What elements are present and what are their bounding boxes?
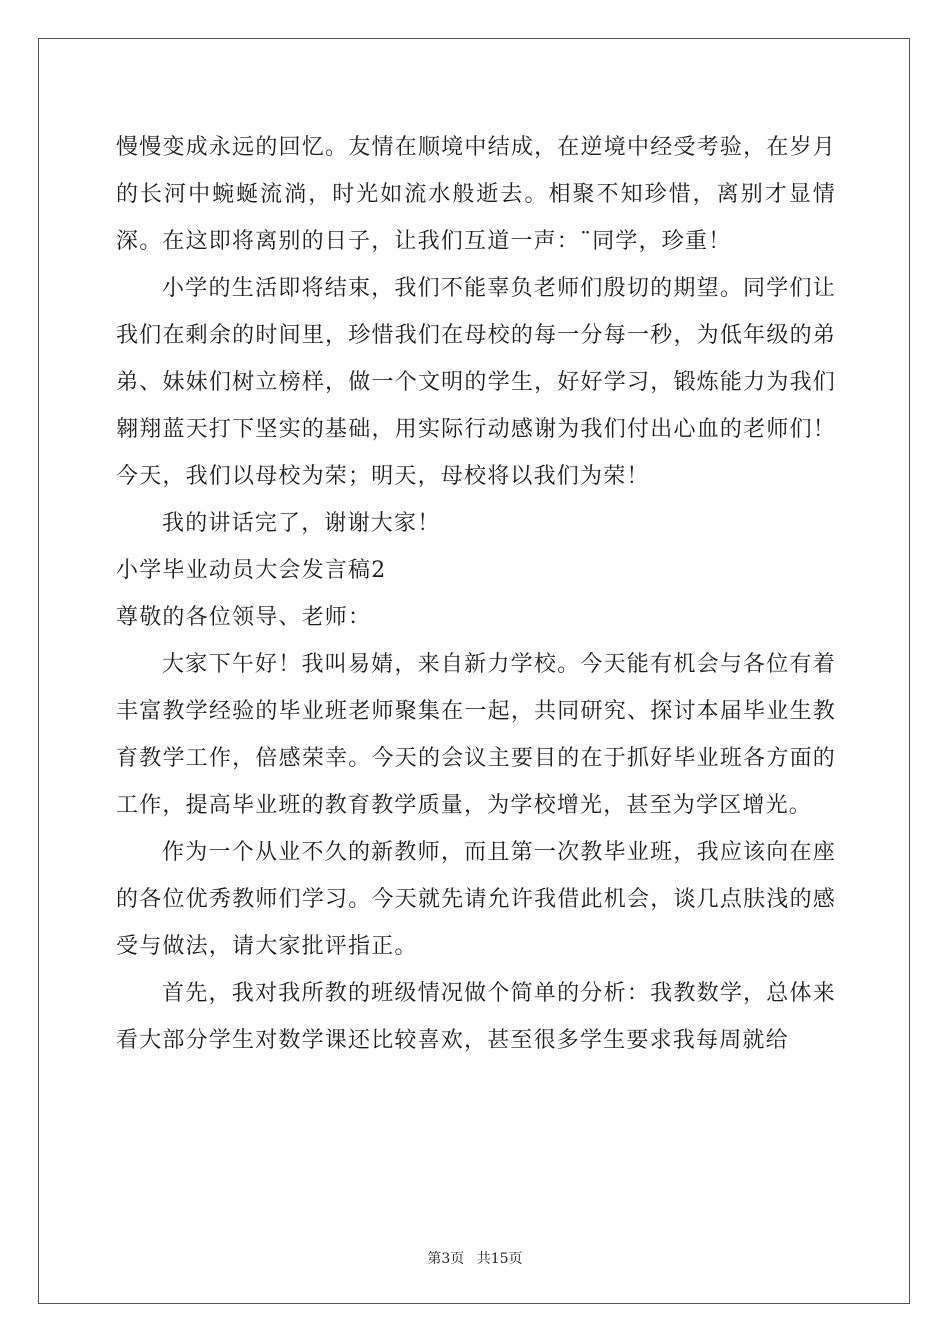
- salutation: 尊敬的各位领导、老师：: [116, 605, 372, 630]
- paragraph-7: 作为一个从业不久的新教师，而且第一次教毕业班，我应该向在座的各位优秀教师们学习。今天就先请允许我借此机会，谈几点肤浅的感受与做法，请大家批评指正。: [116, 840, 836, 959]
- paragraph-6: 大家下午好！我叫易婧，来自新力学校。今天能有机会与各位有着丰富教学经验的毕业班老师聚集在一起，共同研究、探讨本届毕业生教育教学工作，倍感荣幸。今天的会议主要目的在于抓好毕业班各方面的工作，提高毕业班的教育教学质量，为学校增光，甚至为学区增光。: [116, 652, 836, 818]
- paragraph-8: 首先，我对我所教的班级情况做个简单的分析：我教数学，总体来看大部分学生对数学课还比较喜欢，甚至很多学生要求我每周就给: [116, 981, 836, 1053]
- document-body: [116, 124, 836, 1064]
- section-title: 小学毕业动员大会发言稿2: [116, 558, 387, 583]
- paragraph-2: 小学的生活即将结束，我们不能辜负老师们殷切的期望。同学们让我们在剩余的时间里，珍惜我们在母校的每一分每一秒，为低年级的弟弟、妹妹们树立榜样，做一个文明的学生，好好学习，锻炼能力为我们翱翔蓝天打下坚实的基础，用实际行动感谢为我们付出心血的老师们！今天，我们以母校为荣；明天，母校将以我们为荣！: [116, 276, 836, 489]
- page-total: 共15页: [476, 1251, 523, 1267]
- paragraph-3: 我的讲话完了，谢谢大家！: [162, 511, 441, 536]
- page-number: 第3页: [427, 1251, 465, 1267]
- paragraph-1: 慢慢变成永远的回忆。友情在顺境中结成，在逆境中经受考验，在岁月的长河中蜿蜒流淌，时光如流水般逝去。相聚不知珍惜，离别才显情深。在这即将离别的日子，让我们互道一声：¨同学，珍重！: [116, 135, 836, 254]
- page-footer: [0, 1248, 950, 1268]
